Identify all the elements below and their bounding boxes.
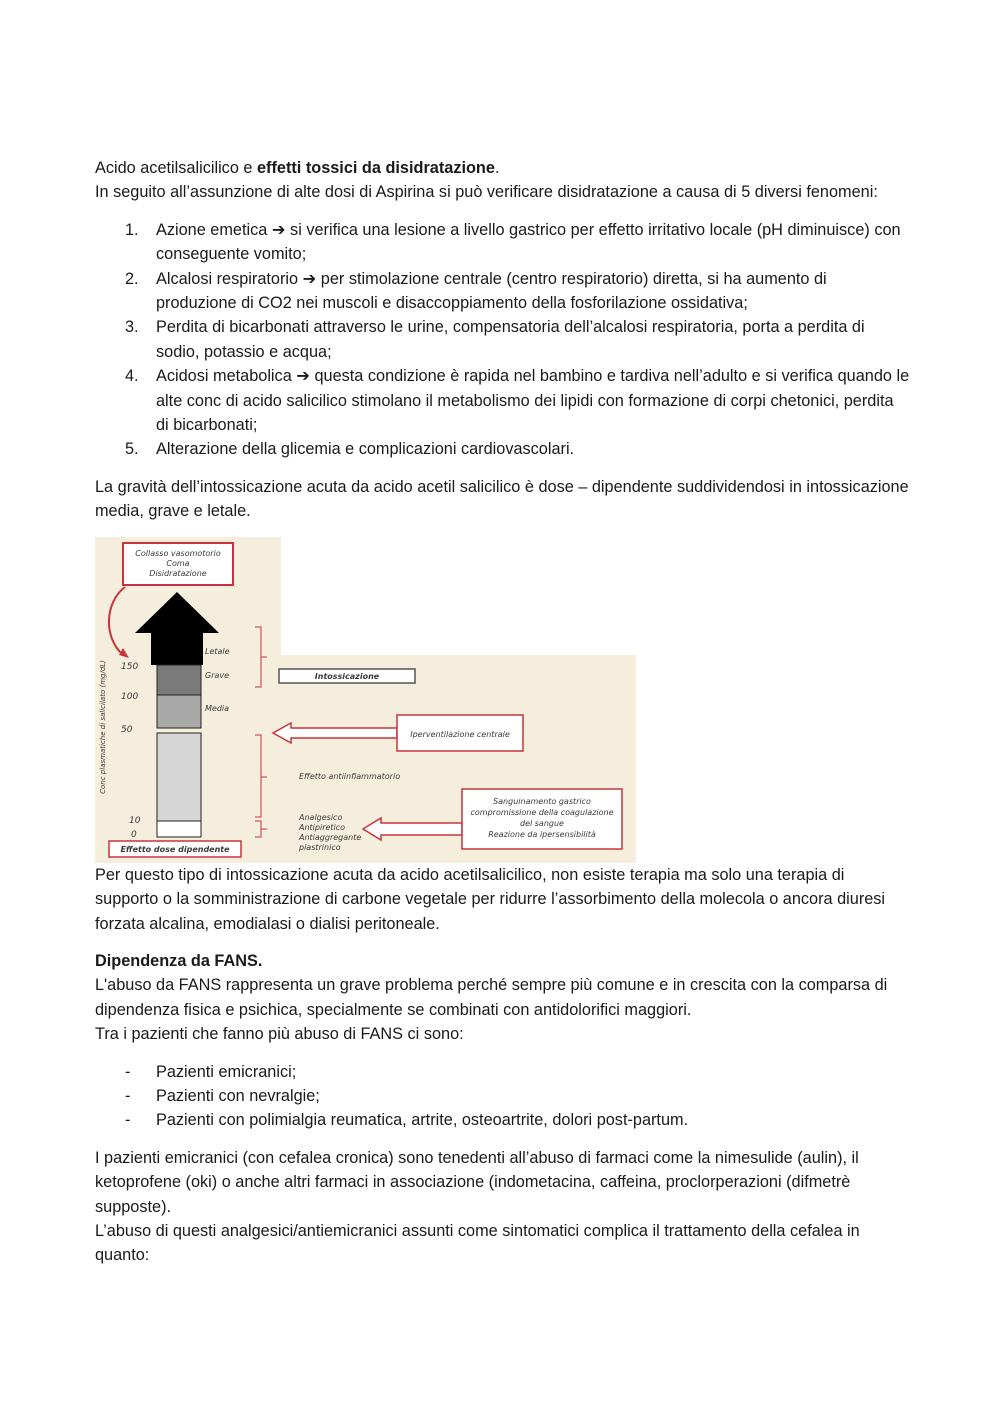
side-effects-line: Sanguinamento gastrico [493, 796, 591, 806]
side-effects-line: Reazione da ipersensibilità [488, 829, 596, 839]
list-item: 2. Alcalosi respiratorio ➔ per stimolazione centrale (centro respiratorio) diretta, si ha aumento di produzione di CO2 nei muscoli e disaccoppiamento della fosforilazione ossidativa; [125, 269, 827, 313]
list-item: - Pazienti emicranici; [125, 1062, 297, 1081]
fans-paragraph-1: L'abuso da FANS rappresenta un grave problema perché sempre più comune e in crescita con la comparsa di dipendenza fisica e psichica, specialmente se combinati con antidolorifici maggiori. [95, 976, 888, 1019]
list-item: - Pazienti con polimialgia reumatica, artrite, osteoartrite, dolori post-partum. [125, 1111, 689, 1130]
patients-list [95, 1060, 910, 1133]
level-label: Grave [205, 670, 230, 680]
dose-effect-diagram [95, 537, 636, 863]
level-label: Letale [205, 646, 230, 656]
media-level-bar [157, 695, 201, 728]
fans-paragraph-2: Tra i pazienti che fanno più abuso di FANS ci sono: [95, 1025, 464, 1044]
therapy-paragraph: Per questo tipo di intossicazione acuta da acido acetilsalicilico, non esiste terapia ma solo una terapia di supporto o la somministrazione di carbone vegetale per ridurre l’assorbimento della molecola o ancora diuresi forzata alcalina, emodialasi o dialisi peritoneale. [95, 865, 886, 933]
y-tick-label: 100 [121, 691, 139, 702]
low-dose-level-bar [157, 821, 201, 837]
top-box-line: Collasso vasomotorio [135, 548, 221, 558]
right-arrow-icon: ➔ [302, 269, 317, 288]
fans-paragraph-4: L’abuso di questi analgesici/antiemicranici assunti come sintomatici complica il trattamento della cefalea in quanto: [95, 1221, 860, 1265]
intossicazione-label: Intossicazione [314, 671, 380, 681]
gravity-paragraph: La gravità dell’intossicazione acuta da acido acetil salicilico è dose – dipendente suddividendosi in intossicazione media, grave e letale. [95, 477, 909, 521]
grave-level-bar [157, 665, 201, 695]
y-tick-label: 0 [131, 829, 137, 840]
anti-inflammatory-label: Effetto antiinfiammatorio [299, 771, 401, 781]
document-page [95, 156, 910, 1268]
right-arrow-icon: ➔ [296, 367, 310, 386]
anti-inflammatory-level-bar [157, 733, 201, 821]
list-item: 4. Acidosi metabolica ➔ questa condizione è rapida nel bambino e tardiva nell’adulto e si verifica quando le alte conc di acido salicilico stimolano il metabolismo dei lipidi con formazione di corpi chetonici, perdita di bicarbonati; [125, 367, 910, 435]
list-item: 5. Alterazione della glicemia e complicazioni cardiovascolari. [125, 440, 575, 459]
dose-effect-label: Effetto dose dipendente [120, 844, 230, 854]
right-arrow-icon: ➔ [271, 220, 286, 239]
fans-heading: Dipendenza da FANS. [95, 951, 263, 970]
list-item: 3. Perdita di bicarbonati attraverso le urine, compensatoria dell’alcalosi respiratoria, porta a perdita di sodio, potassio e acqua; [125, 318, 865, 361]
intro-text: In seguito all’assunzione di alte dosi di Aspirina si può verificare disidratazione a causa di 5 diversi fenomeni: [95, 183, 878, 202]
top-box-line: Disidratazione [149, 568, 207, 578]
fans-paragraph-3: I pazienti emicranici (con cefalea cronica) sono tenedenti all’abuso di farmaci come la nimesulide (aulin), il ketoprofene (oki) o anche altri farmaci in associazione (indometacina, caffeina, proclorperazioni (difmetrè supposte). [95, 1148, 859, 1216]
y-tick-label: 50 [121, 724, 133, 735]
side-effects-line: del sangue [520, 818, 564, 828]
iperventilazione-label: Iperventilazione centrale [410, 729, 510, 739]
low-effect-label: Antiaggregante [299, 832, 362, 842]
low-effect-label: piastrinico [299, 842, 341, 852]
intro-title: Acido acetilsalicilico e effetti tossici da disidratazione. [95, 159, 500, 177]
y-tick-label: 150 [121, 661, 139, 672]
low-effect-label: Antipiretico [299, 822, 346, 832]
y-tick-label: 10 [129, 815, 141, 826]
top-box-line: Coma [166, 558, 190, 568]
dose-effect-figure [95, 537, 636, 863]
phenomena-list [95, 218, 910, 462]
side-effects-line: compromissione della coagulazione [470, 807, 614, 817]
list-item: - Pazienti con nevralgie; [125, 1086, 320, 1105]
low-effect-label: Analgesico [299, 812, 343, 822]
level-label: Media [205, 703, 230, 713]
y-axis-label: Conc plasmatiche di salicilato (mg/dL) [99, 659, 107, 794]
list-item: 1. Azione emetica ➔ si verifica una lesione a livello gastrico per effetto irritativo locale (pH diminuisce) con conseguente vomito; [125, 220, 901, 264]
